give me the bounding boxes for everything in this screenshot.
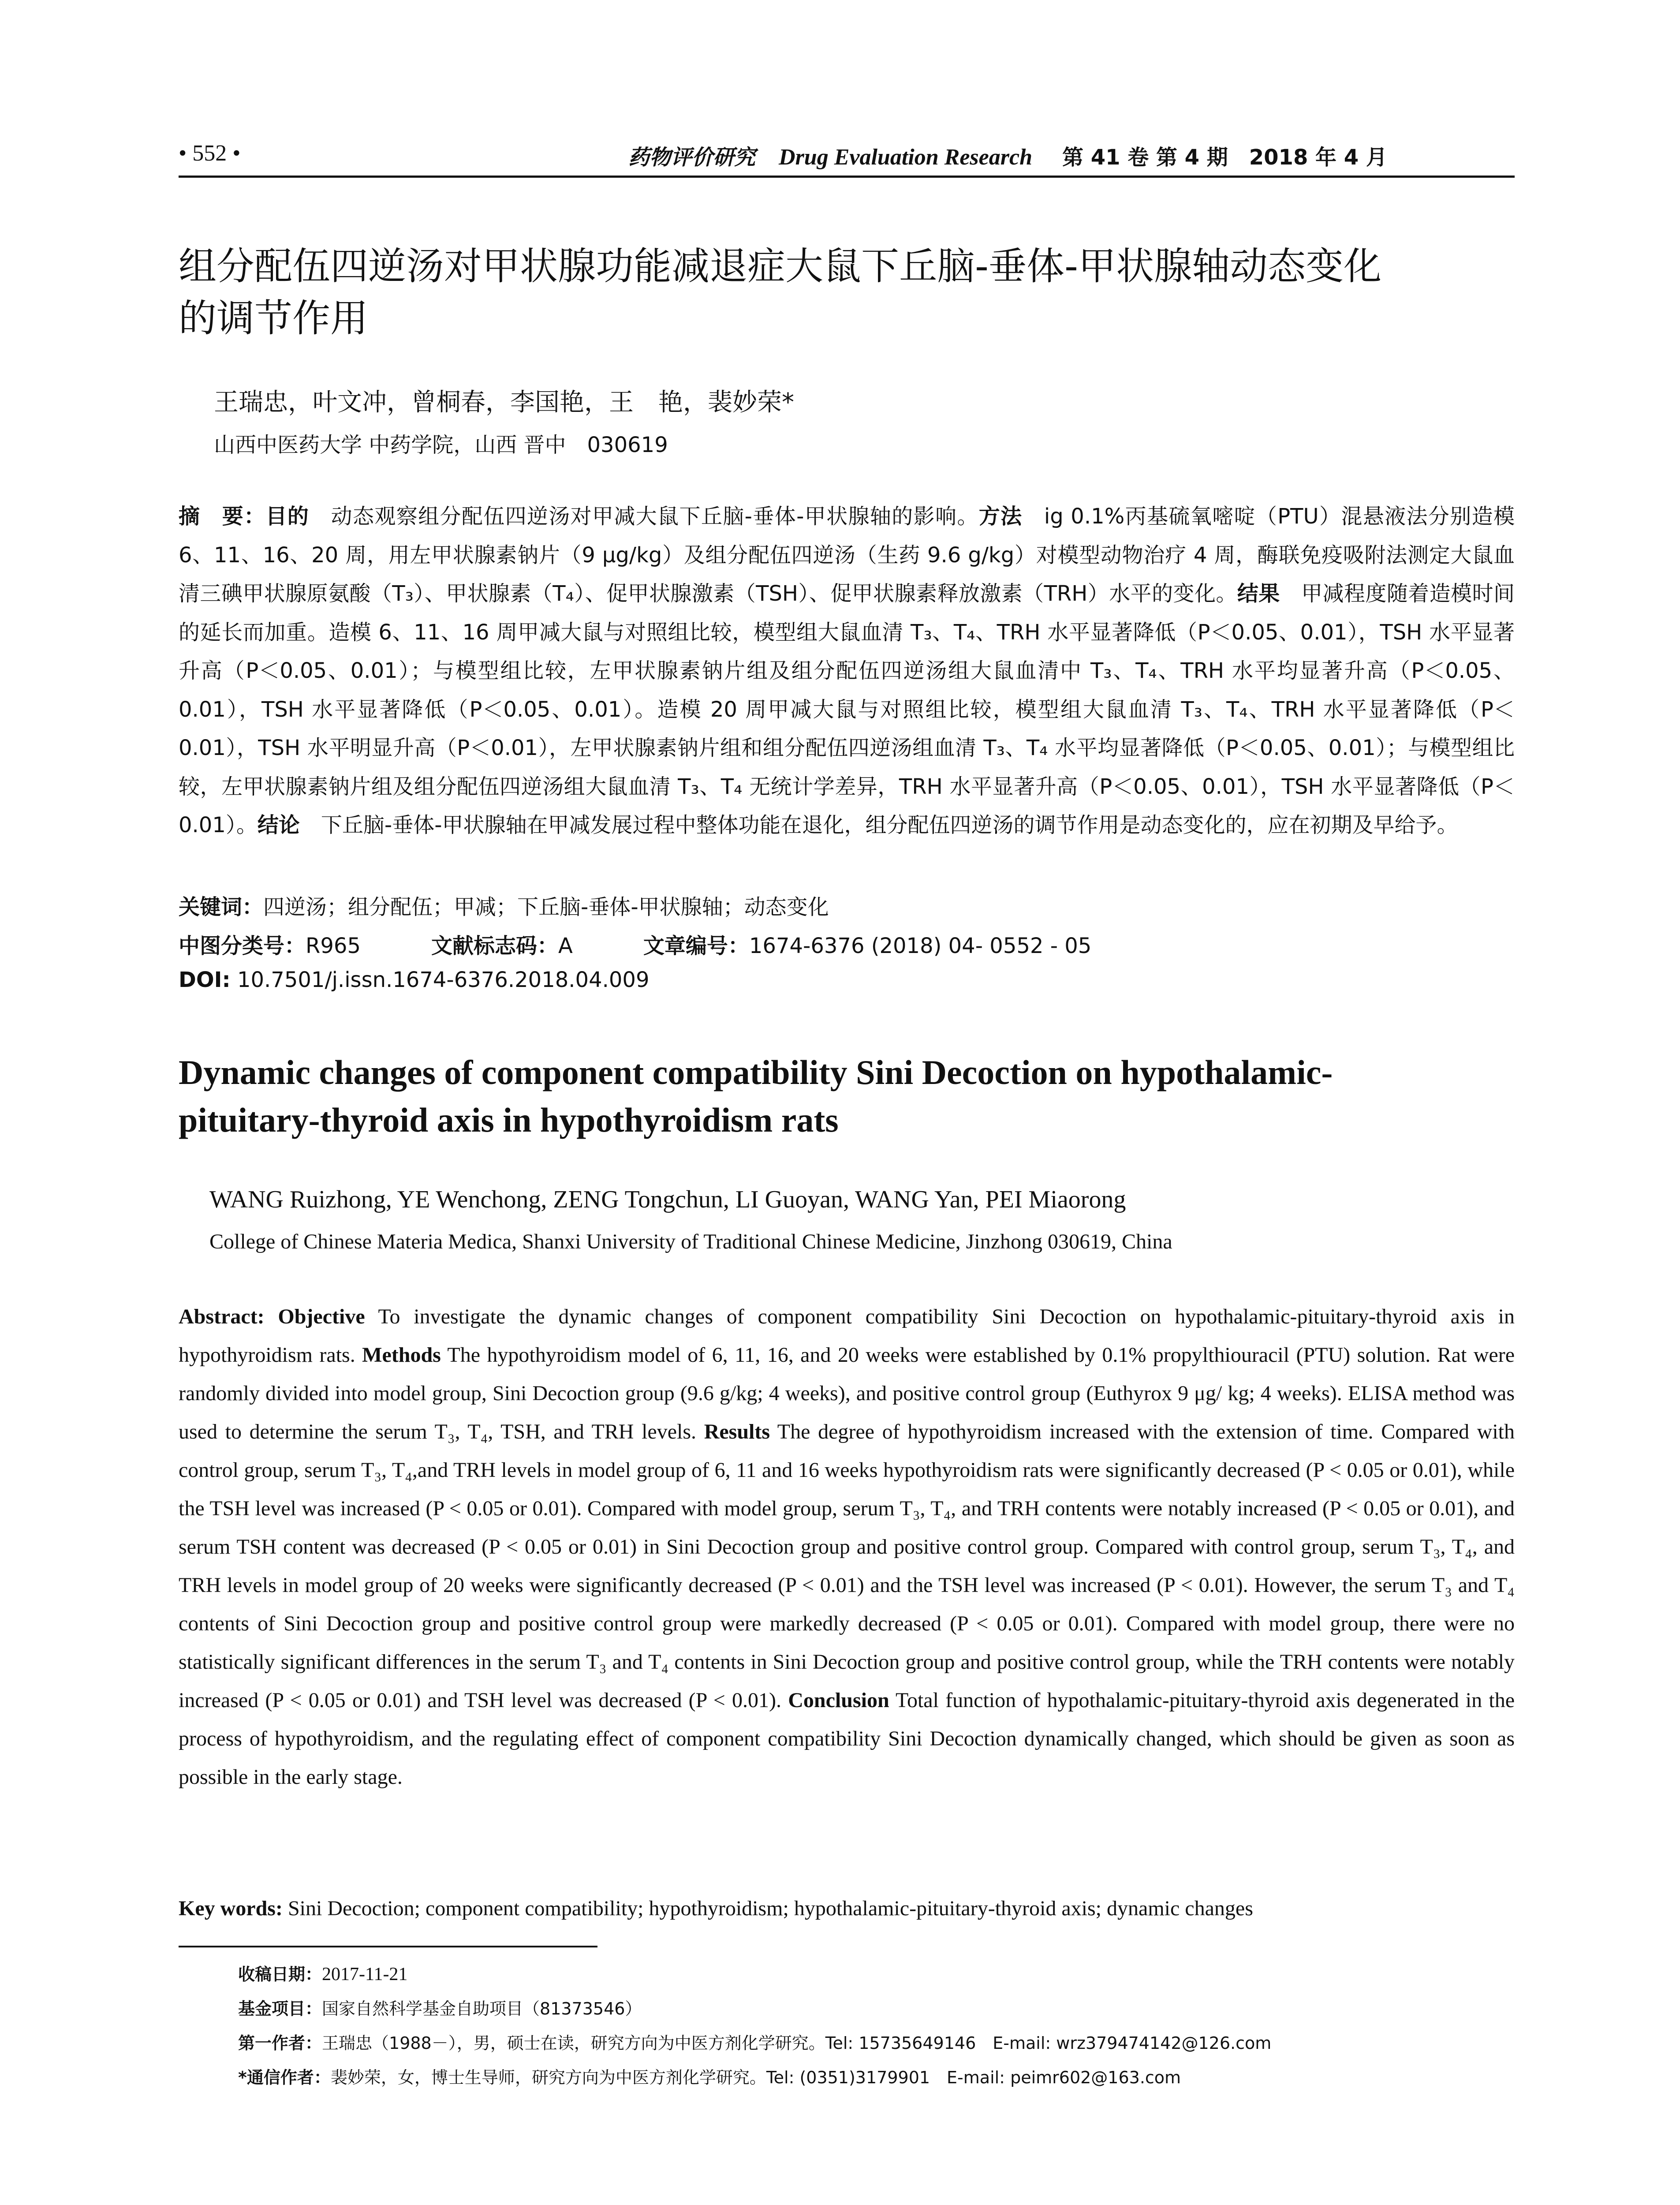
cn-title-line1: 组分配伍四逆汤对甲状腺功能减退症大鼠下丘脑-垂体-甲状腺轴动态变化 (179, 244, 1382, 288)
journal-banner (628, 140, 1387, 171)
cn-results-label: 结果 (1237, 581, 1280, 606)
cn-abstract (179, 497, 1515, 845)
doi-line (179, 968, 650, 992)
doi-link[interactable]: 10.7501/j.issn.1674-6376.2018.04.009 (230, 968, 650, 992)
en-abstract-label: Abstract: (179, 1305, 278, 1328)
journal-logo-cn: 药物评价研究 (628, 145, 756, 170)
en-keywords-text: Sini Decoction; component compatibility; hypothyroidism; hypothalamic-pituitary-thyroid axis; dynamic changes (282, 1897, 1253, 1920)
doi-label: DOI: (179, 968, 231, 992)
footnote-rule (179, 1946, 597, 1947)
cn-conclusion: 下丘脑-垂体-甲状腺轴在甲减发展过程中整体功能在退化，组分配伍四逆汤的调节作用是动态变化的，应在初期及早给予。 (299, 813, 1458, 837)
cn-title-line2: 的调节作用 (179, 296, 368, 340)
footnote-text: 2017-11-21 (322, 1964, 408, 1984)
cn-classification (179, 929, 1091, 959)
en-results-label: Results (704, 1420, 770, 1443)
en-conclusion: Total function of hypothalamic-pituitary-thyroid axis degenerated in the process of hypothyroidism, and the regulating effect of component compatibility Sini Decoction dynamically changed, which should be given as soon as possible in the early stage. (179, 1689, 1515, 1789)
cn-authors: 王瑞忠，叶文冲，曾桐春，李国艳，王 艳，裴妙荣* (214, 388, 794, 417)
cn-clc-label: 中图分类号： (179, 934, 306, 958)
footnote-received (238, 1957, 1271, 1992)
cn-objective-label: 目的 (265, 504, 310, 529)
footnote-label: 收稿日期： (238, 1965, 322, 1984)
en-methods-label: Methods (362, 1343, 441, 1367)
running-header (179, 140, 1515, 176)
footnote-text: 王瑞忠（1988－），男，硕士在读，研究方向为中医方剂化学研究。Tel: 15735649146 E-mail: wrz379474142@126.com (322, 2033, 1272, 2053)
en-affiliation: College of Chinese Materia Medica, Shanxi University of Traditional Chinese Medicine, Jinzhong 030619, China (209, 1230, 1172, 1253)
cn-methods-label: 方法 (978, 504, 1023, 529)
en-keywords (179, 1896, 1253, 1921)
en-abstract (179, 1297, 1515, 1796)
cn-keywords-label: 关键词： (179, 895, 264, 919)
cn-affiliation: 山西中医药大学 中药学院，山西 晋中 030619 (214, 433, 668, 457)
en-conclusion-label: Conclusion (788, 1689, 889, 1712)
footnotes (238, 1957, 1271, 2095)
cn-keywords (179, 890, 829, 920)
en-keywords-label: Key words: (179, 1897, 283, 1920)
page-number: • 552 • (179, 141, 241, 166)
en-title (179, 1049, 1519, 1144)
issue-info: 第 41 卷 第 4 期 2018 年 4 月 (1062, 145, 1387, 170)
cn-keywords-text: 四逆汤；组分配伍；甲减；下丘脑-垂体-甲状腺轴；动态变化 (263, 895, 829, 919)
en-title-line2: pituitary-thyroid axis in hypothyroidism rats (179, 1101, 839, 1139)
cn-methods: ig 0.1%丙基硫氧嘧啶（PTU）混悬液法分别造模 6、11、16、20 周，用左甲状腺素钠片（9 μg/kg）及组分配伍四逆汤（生药 9.6 g/kg）对模型动物治疗 4 周，酶联免疫吸附法测定大鼠血清三碘甲状腺原氨酸（T₃）、甲状腺素（T₄）、促甲状腺激素（TSH）、促甲状腺素释放激素（TRH）水平的变化。 (179, 504, 1515, 606)
en-results: The degree of hypothyroidism increased with the extension of time. Compared with control group, serum T₃, T₄,and TRH levels in model group of 6, 11 and 16 weeks hypothyroidism rats were significantly decreased (P < 0.05 or 0.01), while the TSH level was increased (P < 0.05 or 0.01). Compared with model group, serum T₃, T₄, and TRH contents were notably increased (P < 0.05 or 0.01), and serum TSH content was decreased (P < 0.05 or 0.01) in Sini Decoction group and positive control group. Compared with control group, serum T₃, T₄, and TRH levels in model group of 20 weeks were significantly decreased (P < 0.01) and the TSH level was increased (P < 0.01). However, the serum T₃ and T₄ contents of Sini Decoction group and positive control group were markedly decreased (P < 0.05 or 0.01). Compared with model group, there were no statistically significant differences in the serum T₃ and T₄ contents in Sini Decoction group and positive control group, while the TRH contents were notably increased (P < 0.05 or 0.01) and TSH level was decreased (P < 0.01). (179, 1420, 1515, 1712)
cn-objective: 动态观察组分配伍四逆汤对甲减大鼠下丘脑-垂体-甲状腺轴的影响。 (309, 504, 979, 529)
cn-doccode: A (558, 934, 573, 958)
footnote-text: 国家自然科学基金自助项目（81373546） (322, 1999, 642, 2018)
journal-name-en: Drug Evaluation Research (779, 145, 1032, 170)
cn-results: 甲减程度随着造模时间的延长而加重。造模 6、11、16 周甲减大鼠与对照组比较，模型组大鼠血清 T₃、T₄、TRH 水平显著降低（P＜0.05、0.01），TSH 水平显著升高（P＜0.05、0.01）；与模型组比较，左甲状腺素钠片组及组分配伍四逆汤组大鼠血清中 T₃、T₄、TRH 水平均显著升高（P＜0.05、0.01），TSH 水平显著降低（P＜0.05、0.01）。造模 20 周甲减大鼠与对照组比较，模型组大鼠血清 T₃、T₄、TRH 水平显著降低（P＜0.01），TSH 水平明显升高（P＜0.01），左甲状腺素钠片组和组分配伍四逆汤组血清 T₃、T₄ 水平均显著降低（P＜0.05、0.01）；与模型组比较，左甲状腺素钠片组及组分配伍四逆汤组大鼠血清 T₃、T₄ 无统计学差异，TRH 水平显著升高（P＜0.05、0.01），TSH 水平显著降低（P＜0.01）。 (179, 581, 1515, 837)
header-rule (179, 176, 1515, 178)
en-objective-label: Objective (278, 1305, 365, 1328)
footnote-label: 基金项目： (238, 1999, 322, 2018)
footnote-funding (238, 1992, 1271, 2026)
en-title-line1: Dynamic changes of component compatibility Sini Decoction on hypothalamic- (179, 1053, 1333, 1091)
en-methods: The hypothyroidism model of 6, 11, 16, and 20 weeks were established by 0.1% propylthiouracil (PTU) solution. Rat were randomly divided into model group, Sini Decoction group (9.6 g/kg; 4 weeks), and positive control group (Euthyrox 9 μg/ kg; 4 weeks). ELISA method was used to determine the serum T₃, T₄, TSH, and TRH levels. (179, 1343, 1515, 1443)
footnote-text: 裴妙荣，女，博士生导师，研究方向为中医方剂化学研究。Tel: (0351)3179901 E-mail: peimr602@163.com (330, 2068, 1181, 2087)
footnote-first-author (238, 2026, 1271, 2060)
cn-abstract-label: 摘 要： (179, 504, 266, 529)
en-objective: To investigate the dynamic changes of component compatibility Sini Decoction on hypothalamic-pituitary-thyroid axis in hypothyroidism rats. (179, 1305, 1515, 1367)
en-authors: WANG Ruizhong, YE Wenchong, ZENG Tongchun, LI Guoyan, WANG Yan, PEI Miaorong (209, 1186, 1126, 1213)
footnote-corresponding-author (238, 2060, 1271, 2095)
cn-conclusion-label: 结论 (257, 813, 300, 837)
cn-articleno-label: 文章编号： (643, 934, 749, 958)
cn-clc: R965 (306, 934, 361, 958)
cn-articleno: 1674-6376 (2018) 04- 0552 - 05 (749, 934, 1092, 958)
footnote-label: 第一作者： (238, 2033, 322, 2053)
cn-doccode-label: 文献标志码： (431, 934, 558, 958)
cn-title (179, 240, 1519, 344)
footnote-label: *通信作者： (238, 2068, 331, 2087)
